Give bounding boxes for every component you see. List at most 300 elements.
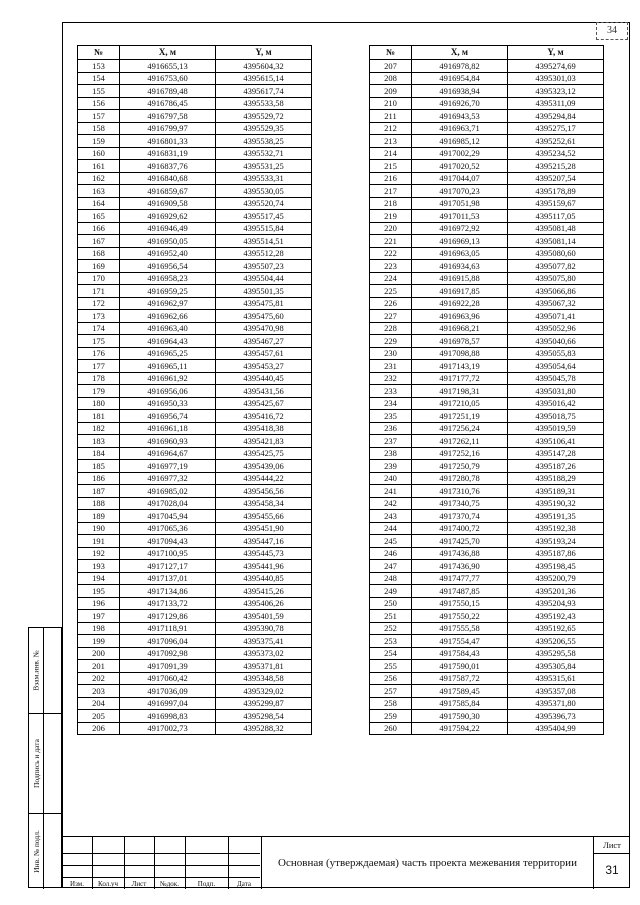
table-row [78,585,312,598]
table-row [78,697,312,710]
x-coordinate-cell: 4917436,90 [412,560,508,573]
x-coordinate-cell: 4917098,88 [412,347,508,360]
x-coordinate-cell: 4916960,93 [120,435,216,448]
y-coordinate-cell: 4395517,45 [216,210,312,223]
table-row [78,510,312,523]
y-coordinate-cell: 4395441,96 [216,560,312,573]
point-number-cell: 226 [370,297,412,310]
y-coordinate-cell: 4395533,31 [216,172,312,185]
table-row [78,635,312,648]
point-number-cell: 220 [370,222,412,235]
table-row [370,510,604,523]
point-number-cell: 172 [78,297,120,310]
x-coordinate-cell: 4917198,31 [412,385,508,398]
y-coordinate-cell: 4395529,35 [216,122,312,135]
x-coordinate-cell: 4916789,48 [120,85,216,98]
table-row [78,460,312,473]
y-coordinate-cell: 4395200,79 [508,572,604,585]
table-row [78,372,312,385]
point-number-cell: 259 [370,710,412,723]
x-coordinate-cell: 4917400,72 [412,522,508,535]
x-coordinate-cell: 4917137,01 [120,572,216,585]
y-coordinate-cell: 4395451,90 [216,522,312,535]
table-row [78,360,312,373]
y-coordinate-cell: 4395390,78 [216,622,312,635]
y-coordinate-cell: 4395081,48 [508,222,604,235]
table-row [370,122,604,135]
table-row [78,185,312,198]
x-coordinate-cell: 4917011,53 [412,210,508,223]
x-coordinate-cell: 4916963,40 [120,322,216,335]
y-coordinate-cell: 4395188,29 [508,472,604,485]
y-coordinate-cell: 4395147,28 [508,447,604,460]
stamp-header-date: Дата [237,880,251,888]
point-number-cell: 210 [370,97,412,110]
x-coordinate-cell: 4917477,77 [412,572,508,585]
y-coordinate-cell: 4395514,51 [216,235,312,248]
point-number-cell: 169 [78,260,120,273]
header-x: X, м [412,46,508,60]
y-coordinate-cell: 4395504,44 [216,272,312,285]
y-coordinate-cell: 4395207,54 [508,172,604,185]
x-coordinate-cell: 4916963,05 [412,247,508,260]
x-coordinate-cell: 4917550,15 [412,597,508,610]
side-stamp-strip [28,627,62,888]
y-coordinate-cell: 4395329,02 [216,685,312,698]
x-coordinate-cell: 4917256,24 [412,422,508,435]
revision-grid [62,837,260,889]
x-coordinate-cell: 4917590,30 [412,710,508,723]
header-x: X, м [120,46,216,60]
x-coordinate-cell: 4917585,84 [412,697,508,710]
y-coordinate-cell: 4395431,56 [216,385,312,398]
point-number-cell: 256 [370,672,412,685]
x-coordinate-cell: 4916840,68 [120,172,216,185]
table-row [78,485,312,498]
x-coordinate-cell: 4917002,29 [412,147,508,160]
x-coordinate-cell: 4916915,88 [412,272,508,285]
x-coordinate-cell: 4916950,33 [120,397,216,410]
y-coordinate-cell: 4395453,27 [216,360,312,373]
y-coordinate-cell: 4395457,61 [216,347,312,360]
x-coordinate-cell: 4917044,07 [412,172,508,185]
y-coordinate-cell: 4395371,81 [216,660,312,673]
point-number-cell: 228 [370,322,412,335]
y-coordinate-cell: 4395456,56 [216,485,312,498]
y-coordinate-cell: 4395206,55 [508,635,604,648]
table-row [370,647,604,660]
table-row [78,160,312,173]
point-number-cell: 194 [78,572,120,585]
point-number-cell: 222 [370,247,412,260]
x-coordinate-cell: 4917210,05 [412,397,508,410]
y-coordinate-cell: 4395187,26 [508,460,604,473]
x-coordinate-cell: 4917028,04 [120,497,216,510]
table-row [370,460,604,473]
x-coordinate-cell: 4916958,23 [120,272,216,285]
point-number-cell: 175 [78,335,120,348]
point-number-cell: 181 [78,410,120,423]
y-coordinate-cell: 4395615,14 [216,72,312,85]
stamp-header-doc-number: №док. [160,880,179,888]
y-coordinate-cell: 4395178,89 [508,185,604,198]
table-row [370,685,604,698]
point-number-cell: 203 [78,685,120,698]
x-coordinate-cell: 4916799,97 [120,122,216,135]
stamp-header-count: Кол.уч [98,880,118,888]
table-row [78,597,312,610]
x-coordinate-cell: 4916977,19 [120,460,216,473]
point-number-cell: 252 [370,622,412,635]
y-coordinate-cell: 4395299,87 [216,697,312,710]
point-number-cell: 212 [370,122,412,135]
y-coordinate-cell: 4395348,58 [216,672,312,685]
point-number-cell: 205 [78,710,120,723]
table-row [78,210,312,223]
x-coordinate-cell: 4916972,92 [412,222,508,235]
point-number-cell: 202 [78,672,120,685]
x-coordinate-cell: 4917091,39 [120,660,216,673]
table-row [370,197,604,210]
x-coordinate-cell: 4916968,21 [412,322,508,335]
y-coordinate-cell: 4395198,45 [508,560,604,573]
x-coordinate-cell: 4916978,82 [412,60,508,73]
x-coordinate-cell: 4916954,84 [412,72,508,85]
x-coordinate-cell: 4917555,58 [412,622,508,635]
point-number-cell: 201 [78,660,120,673]
x-coordinate-cell: 4916959,25 [120,285,216,298]
x-coordinate-cell: 4916956,06 [120,385,216,398]
point-number-cell: 221 [370,235,412,248]
point-number-cell: 165 [78,210,120,223]
y-coordinate-cell: 4395421,83 [216,435,312,448]
x-coordinate-cell: 4917487,85 [412,585,508,598]
x-coordinate-cell: 4916998,83 [120,710,216,723]
x-coordinate-cell: 4916655,13 [120,60,216,73]
y-coordinate-cell: 4395515,84 [216,222,312,235]
table-row [78,285,312,298]
y-coordinate-cell: 4395371,80 [508,697,604,710]
table-row [78,235,312,248]
header-y: Y, м [216,46,312,60]
x-coordinate-cell: 4917590,01 [412,660,508,673]
point-number-cell: 174 [78,322,120,335]
x-coordinate-cell: 4917252,16 [412,447,508,460]
table-row [78,610,312,623]
table-row [78,135,312,148]
x-coordinate-cell: 4916985,12 [412,135,508,148]
point-number-cell: 171 [78,285,120,298]
table-row [370,435,604,448]
table-header-row [370,46,604,60]
y-coordinate-cell: 4395439,06 [216,460,312,473]
table-row [370,110,604,123]
x-coordinate-cell: 4917587,72 [412,672,508,685]
y-coordinate-cell: 4395075,80 [508,272,604,285]
table-row [370,372,604,385]
y-coordinate-cell: 4395298,54 [216,710,312,723]
x-coordinate-cell: 4916985,02 [120,485,216,498]
table-row [370,497,604,510]
table-row [370,185,604,198]
side-label-original-inv: Инв. № подл. [31,830,41,873]
table-row [78,110,312,123]
side-cell-original-inv [29,814,61,889]
table-row [370,272,604,285]
table-row [370,135,604,148]
y-coordinate-cell: 4395295,58 [508,647,604,660]
point-number-cell: 190 [78,522,120,535]
table-row [370,622,604,635]
table-row [78,560,312,573]
y-coordinate-cell: 4395275,17 [508,122,604,135]
point-number-cell: 227 [370,310,412,323]
point-number-cell: 219 [370,210,412,223]
y-coordinate-cell: 4395301,03 [508,72,604,85]
table-row [370,635,604,648]
y-coordinate-cell: 4395529,72 [216,110,312,123]
x-coordinate-cell: 4917425,70 [412,535,508,548]
y-coordinate-cell: 4395373,02 [216,647,312,660]
table-row [78,97,312,110]
sheet-label: Лист [594,837,630,854]
x-coordinate-cell: 4916938,94 [412,85,508,98]
table-row [370,172,604,185]
y-coordinate-cell: 4395415,26 [216,585,312,598]
point-number-cell: 158 [78,122,120,135]
table-row [78,435,312,448]
point-number-cell: 159 [78,135,120,148]
x-coordinate-cell: 4917127,17 [120,560,216,573]
header-number: № [370,46,412,60]
y-coordinate-cell: 4395031,80 [508,385,604,398]
point-number-cell: 225 [370,285,412,298]
y-coordinate-cell: 4395604,32 [216,60,312,73]
point-number-cell: 258 [370,697,412,710]
point-number-cell: 215 [370,160,412,173]
x-coordinate-cell: 4916859,67 [120,185,216,198]
table-row [78,310,312,323]
x-coordinate-cell: 4916753,60 [120,72,216,85]
x-coordinate-cell: 4916978,57 [412,335,508,348]
stamp-header-signature: Подп. [197,880,216,888]
point-number-cell: 229 [370,335,412,348]
table-row [78,322,312,335]
point-number-cell: 218 [370,197,412,210]
y-coordinate-cell: 4395530,05 [216,185,312,198]
x-coordinate-cell: 4916926,70 [412,97,508,110]
y-coordinate-cell: 4395191,35 [508,510,604,523]
point-number-cell: 217 [370,185,412,198]
table-row [78,172,312,185]
y-coordinate-cell: 4395192,38 [508,522,604,535]
table-row [78,397,312,410]
side-cell-signature [29,714,61,814]
x-coordinate-cell: 4917177,72 [412,372,508,385]
point-number-cell: 193 [78,560,120,573]
x-coordinate-cell: 4916909,58 [120,197,216,210]
table-row [370,710,604,723]
point-number-cell: 191 [78,535,120,548]
point-number-cell: 246 [370,547,412,560]
point-number-cell: 248 [370,572,412,585]
y-coordinate-cell: 4395288,32 [216,722,312,735]
table-row [78,647,312,660]
x-coordinate-cell: 4916997,04 [120,697,216,710]
point-number-cell: 156 [78,97,120,110]
y-coordinate-cell: 4395425,75 [216,447,312,460]
y-coordinate-cell: 4395444,22 [216,472,312,485]
point-number-cell: 196 [78,597,120,610]
point-number-cell: 233 [370,385,412,398]
y-coordinate-cell: 4395192,65 [508,622,604,635]
y-coordinate-cell: 4395470,98 [216,322,312,335]
point-number-cell: 251 [370,610,412,623]
y-coordinate-cell: 4395512,28 [216,247,312,260]
x-coordinate-cell: 4916956,74 [120,410,216,423]
table-row [370,222,604,235]
table-row [370,297,604,310]
point-number-cell: 197 [78,610,120,623]
x-coordinate-cell: 4917045,94 [120,510,216,523]
point-number-cell: 180 [78,397,120,410]
point-number-cell: 176 [78,347,120,360]
point-number-cell: 198 [78,622,120,635]
point-number-cell: 177 [78,360,120,373]
y-coordinate-cell: 4395080,60 [508,247,604,260]
point-number-cell: 223 [370,260,412,273]
point-number-cell: 255 [370,660,412,673]
table-row [370,447,604,460]
point-number-cell: 209 [370,85,412,98]
x-coordinate-cell: 4917133,72 [120,597,216,610]
y-coordinate-cell: 4395416,72 [216,410,312,423]
point-number-cell: 182 [78,422,120,435]
y-coordinate-cell: 4395189,31 [508,485,604,498]
x-coordinate-cell: 4917251,19 [412,410,508,423]
point-number-cell: 236 [370,422,412,435]
stamp-header-sheet: Лист [131,880,147,888]
x-coordinate-cell: 4916969,13 [412,235,508,248]
y-coordinate-cell: 4395019,59 [508,422,604,435]
x-coordinate-cell: 4917094,43 [120,535,216,548]
point-number-cell: 186 [78,472,120,485]
table-row [370,597,604,610]
x-coordinate-cell: 4917436,88 [412,547,508,560]
table-row [78,347,312,360]
point-number-cell: 254 [370,647,412,660]
point-number-cell: 213 [370,135,412,148]
y-coordinate-cell: 4395406,26 [216,597,312,610]
table-row [78,685,312,698]
y-coordinate-cell: 4395081,14 [508,235,604,248]
y-coordinate-cell: 4395159,67 [508,197,604,210]
y-coordinate-cell: 4395252,61 [508,135,604,148]
y-coordinate-cell: 4395520,74 [216,197,312,210]
table-row [370,610,604,623]
coordinates-table-left [77,45,312,735]
title-block [62,836,630,888]
x-coordinate-cell: 4917280,78 [412,472,508,485]
point-number-cell: 232 [370,372,412,385]
x-coordinate-cell: 4916952,40 [120,247,216,260]
y-coordinate-cell: 4395475,81 [216,297,312,310]
x-coordinate-cell: 4917370,74 [412,510,508,523]
point-number-cell: 167 [78,235,120,248]
x-coordinate-cell: 4917020,52 [412,160,508,173]
point-number-cell: 153 [78,60,120,73]
point-number-cell: 207 [370,60,412,73]
point-number-cell: 237 [370,435,412,448]
y-coordinate-cell: 4395054,64 [508,360,604,373]
x-coordinate-cell: 4916962,66 [120,310,216,323]
x-coordinate-cell: 4916961,18 [120,422,216,435]
table-row [370,547,604,560]
point-number-cell: 183 [78,435,120,448]
table-row [78,122,312,135]
x-coordinate-cell: 4916786,45 [120,97,216,110]
point-number-cell: 163 [78,185,120,198]
x-coordinate-cell: 4917129,86 [120,610,216,623]
x-coordinate-cell: 4916965,25 [120,347,216,360]
point-number-cell: 253 [370,635,412,648]
point-number-cell: 178 [78,372,120,385]
table-row [78,472,312,485]
x-coordinate-cell: 4916950,05 [120,235,216,248]
table-row [370,397,604,410]
table-row [370,210,604,223]
y-coordinate-cell: 4395617,74 [216,85,312,98]
point-number-cell: 260 [370,722,412,735]
table-row [370,235,604,248]
point-number-cell: 161 [78,160,120,173]
table-row [370,335,604,348]
y-coordinate-cell: 4395016,42 [508,397,604,410]
point-number-cell: 162 [78,172,120,185]
x-coordinate-cell: 4916934,63 [412,260,508,273]
x-coordinate-cell: 4916831,19 [120,147,216,160]
table-row [78,385,312,398]
table-row [370,722,604,735]
y-coordinate-cell: 4395440,45 [216,372,312,385]
side-cell-replacement [29,628,61,714]
y-coordinate-cell: 4395066,86 [508,285,604,298]
x-coordinate-cell: 4916963,96 [412,310,508,323]
y-coordinate-cell: 4395533,58 [216,97,312,110]
y-coordinate-cell: 4395071,41 [508,310,604,323]
table-row [370,97,604,110]
x-coordinate-cell: 4917118,91 [120,622,216,635]
table-row [78,272,312,285]
table-row [78,85,312,98]
table-row [370,60,604,73]
point-number-cell: 230 [370,347,412,360]
point-number-cell: 206 [78,722,120,735]
side-label-replacement-inv: Взам.инв. № [31,650,41,691]
point-number-cell: 243 [370,510,412,523]
table-row [78,72,312,85]
table-row [78,447,312,460]
y-coordinate-cell: 4395447,16 [216,535,312,548]
point-number-cell: 157 [78,110,120,123]
table-row [78,60,312,73]
x-coordinate-cell: 4917100,95 [120,547,216,560]
x-coordinate-cell: 4916977,32 [120,472,216,485]
table-row [78,660,312,673]
table-row [78,547,312,560]
y-coordinate-cell: 4395045,78 [508,372,604,385]
y-coordinate-cell: 4395315,61 [508,672,604,685]
